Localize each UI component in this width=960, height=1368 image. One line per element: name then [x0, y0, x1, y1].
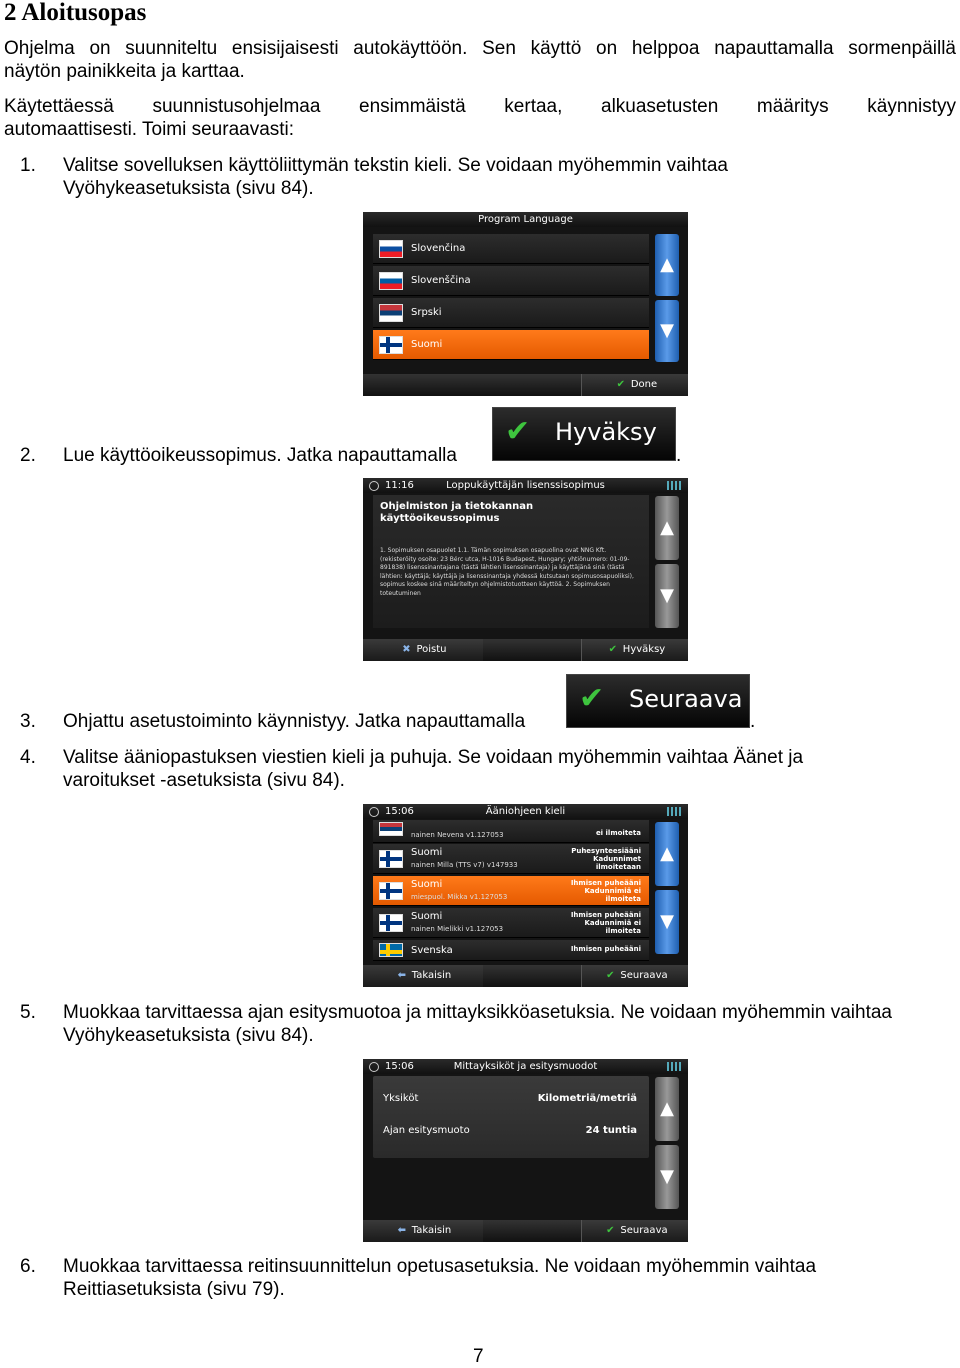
screen-title: Ääniohjeen kieli [485, 806, 566, 817]
back-label: Takaisin [411, 1225, 452, 1236]
scroll-up-button[interactable] [655, 1077, 679, 1141]
voice-sub: nainen Mielikki v1.127053 [411, 925, 504, 933]
serbia-flag-icon [379, 822, 403, 836]
screen-titlebar [363, 1059, 688, 1074]
back-button[interactable] [363, 965, 483, 987]
check-icon: ✔ [579, 681, 605, 716]
step-5-text: Muokkaa tarvittaessa ajan esitysmuotoa ja mittayksikköasetuksia. Ne voidaan myöhemmin vaihtaa [63, 1002, 892, 1023]
voice-item[interactable] [373, 940, 649, 961]
units-row[interactable] [381, 1084, 641, 1114]
arrow-down-icon: ▼ [660, 320, 674, 341]
language-item[interactable] [373, 298, 649, 328]
step-number: 1. [20, 155, 36, 176]
step-5-text-cont: Vyöhykeasetuksista (sivu 84). [63, 1025, 314, 1046]
language-label: Srpski [411, 307, 442, 318]
language-label: Suomi [411, 339, 443, 350]
voice-screenshot [363, 804, 688, 987]
exit-button[interactable] [363, 639, 483, 661]
next-button[interactable] [581, 1220, 688, 1242]
finland-flag-icon [379, 914, 403, 932]
arrow-up-icon: ▲ [660, 843, 674, 864]
voice-language: Suomi [411, 879, 443, 890]
finland-flag-icon [379, 336, 403, 354]
voice-type: Ihmisen puheääni Kadunnimiä ei ilmoiteta [570, 911, 641, 935]
page-heading: 2 Aloitusopas [4, 0, 147, 26]
check-icon: ✔ [616, 379, 626, 390]
step-number: 3. [20, 711, 36, 732]
step-6-text: Muokkaa tarvittaessa reitinsuunnittelun opetusasetuksia. Ne voidaan myöhemmin vaihtaa [63, 1256, 817, 1277]
screen-title: Mittayksiköt ja esitysmuodot [453, 1061, 598, 1072]
intro-line-3: Käytettäessä suunnistusohjelmaa ensimmäistä kertaa, alkuasetusten määritys käynnistyy [4, 96, 956, 117]
serbia-flag-icon [379, 304, 403, 322]
slovenia-flag-icon [379, 272, 403, 290]
accept-button-image [492, 407, 676, 461]
language-label: Slovenščina [411, 275, 471, 286]
back-label: Takaisin [411, 970, 452, 981]
screen-time: 15:06 [385, 1061, 414, 1072]
finland-flag-icon [379, 882, 403, 900]
sweden-flag-icon [379, 943, 403, 957]
page-number: 7 [473, 1346, 484, 1367]
settings-panel [373, 1076, 649, 1158]
step-number: 6. [20, 1256, 36, 1277]
signal-icon [667, 1062, 683, 1071]
step-3-tail: . [750, 711, 756, 732]
screen-titlebar [363, 804, 688, 819]
check-icon: ✔ [606, 1225, 615, 1236]
setting-key: Ajan esitysmuoto [383, 1125, 470, 1136]
step-number: 5. [20, 1002, 36, 1023]
slovakia-flag-icon [379, 240, 403, 258]
arrow-up-icon: ▲ [660, 1098, 674, 1119]
close-icon: ✖ [402, 644, 411, 655]
accept-button-label: Hyväksy [555, 418, 657, 446]
setting-value: Kilometriä/metriä [537, 1093, 637, 1104]
intro-line-2: näytön painikkeita ja karttaa. [4, 61, 245, 82]
scroll-up-button[interactable] [655, 234, 679, 296]
exit-label: Poistu [416, 644, 447, 655]
voice-item[interactable] [373, 908, 649, 938]
scroll-down-button[interactable] [655, 300, 679, 362]
arrow-up-icon: ▲ [660, 254, 674, 275]
step-number: 4. [20, 747, 36, 768]
next-button[interactable] [581, 965, 688, 987]
screen-bottombar [363, 965, 688, 987]
step-2-tail: . [676, 445, 682, 466]
language-item-selected[interactable] [373, 330, 649, 360]
time-format-row[interactable] [381, 1116, 641, 1146]
voice-item-selected[interactable] [373, 876, 649, 906]
check-icon: ✔ [606, 970, 615, 981]
units-screenshot [363, 1059, 688, 1242]
screen-time: 11:16 [385, 480, 414, 491]
screen-bottombar [363, 639, 688, 661]
accept-button[interactable] [581, 639, 688, 661]
intro-line-1: Ohjelma on suunniteltu ensisijaisesti autokäyttöön. Sen käyttö on helppoa napauttamalla sormenpäillä [4, 38, 956, 59]
step-2-text: Lue käyttöoikeussopimus. Jatka napauttamalla [63, 445, 457, 466]
done-label: Done [630, 379, 658, 390]
screen-titlebar [363, 212, 688, 227]
scroll-up-button[interactable] [655, 496, 679, 560]
license-body: 1. Sopimuksen osapuolet 1.1. Tämän sopimuksen osapuolina ovat NNG Kft. (rekisteröity osoite: 23 Bérc utca, H-1016 Budapest, Hungary; yhtiönumero: 01-09-891838) lisenssinantajana (tästä lähtien lisenssinantaja) ja käyttäjänä sinä (tästä lähtien: käyttäjä; käyttäjä ja lisenssinantaja yhdessä kutsutaan sopimusosapuoliksi), sopimus koskee sinä määriteltyn ohjelmistotuotteen käyttöä. 2. Sopimuksen toteutuminen [380, 547, 634, 597]
license-document [373, 495, 649, 628]
voice-type: Ihmisen puheääni Kadunnimiä ei ilmoiteta [570, 879, 641, 903]
done-button[interactable] [581, 374, 688, 396]
screen-title: Loppukäyttäjän lisenssisopimus [446, 480, 605, 491]
scroll-up-button[interactable] [655, 822, 679, 886]
voice-language: Svenska [411, 945, 453, 956]
intro-line-4: automaattisesti. Toimi seuraavasti: [4, 119, 295, 140]
voice-type: Puhesynteesiääni Kadunnimet ilmoitetaan [571, 847, 641, 871]
screen-title: Program Language [478, 214, 573, 225]
back-arrow-icon: ⬅ [397, 1225, 406, 1236]
signal-icon [667, 807, 683, 816]
license-title: Ohjelmiston ja tietokannan käyttöoikeussopimus [380, 501, 534, 524]
step-6-text-cont: Reittiasetuksista (sivu 79). [63, 1279, 285, 1300]
voice-type: ei ilmoiteta [595, 829, 641, 837]
step-4-text: Valitse ääniopastuksen viestien kieli ja puhuja. Se voidaan myöhemmin vaihtaa Äänet ja [63, 747, 804, 768]
voice-type: Ihmisen puheääni [570, 945, 641, 953]
voice-sub: nainen Nevena v1.127053 [411, 831, 504, 839]
next-label: Seuraava [620, 970, 668, 981]
screen-bottombar [363, 1220, 688, 1242]
setting-key: Yksiköt [383, 1093, 419, 1104]
voice-item[interactable] [373, 820, 649, 843]
arrow-down-icon: ▼ [660, 585, 674, 606]
step-3-text: Ohjattu asetustoiminto käynnistyy. Jatka napauttamalla [63, 711, 526, 732]
screen-titlebar [363, 478, 688, 493]
check-icon: ✔ [608, 644, 617, 655]
voice-language: Suomi [411, 911, 443, 922]
screen-bottombar [363, 374, 688, 396]
next-button-image [566, 674, 750, 728]
step-1-text: Valitse sovelluksen käyttöliittymän tekstin kieli. Se voidaan myöhemmin vaihtaa [63, 155, 728, 176]
setting-value: 24 tuntia [585, 1125, 637, 1136]
voice-language: Suomi [411, 847, 443, 858]
voice-item[interactable] [373, 844, 649, 874]
back-arrow-icon: ⬅ [397, 970, 406, 981]
finland-flag-icon [379, 850, 403, 868]
license-screenshot [363, 478, 688, 661]
check-icon: ✔ [505, 414, 531, 449]
language-label: Slovenčina [411, 243, 466, 254]
language-item[interactable] [373, 266, 649, 296]
step-4-text-cont: varoitukset -asetuksista (sivu 84). [63, 770, 345, 791]
voice-sub: miespuol. Mikka v1.127053 [411, 893, 508, 901]
scroll-down-button[interactable] [655, 564, 679, 628]
language-screenshot [363, 212, 688, 396]
step-1-text-cont: Vyöhykeasetuksista (sivu 84). [63, 178, 314, 199]
voice-sub: nainen Milla (TTS v7) v147933 [411, 861, 518, 869]
next-label: Seuraava [620, 1225, 668, 1236]
accept-label: Hyväksy [622, 644, 666, 655]
arrow-down-icon: ▼ [660, 911, 674, 932]
next-button-label: Seuraava [629, 685, 743, 713]
arrow-up-icon: ▲ [660, 517, 674, 538]
step-number: 2. [20, 445, 36, 466]
back-button[interactable] [363, 1220, 483, 1242]
scroll-down-button[interactable] [655, 1145, 679, 1209]
signal-icon [667, 481, 683, 490]
screen-time: 15:06 [385, 806, 414, 817]
language-item[interactable] [373, 234, 649, 264]
scroll-down-button[interactable] [655, 890, 679, 954]
arrow-down-icon: ▼ [660, 1166, 674, 1187]
